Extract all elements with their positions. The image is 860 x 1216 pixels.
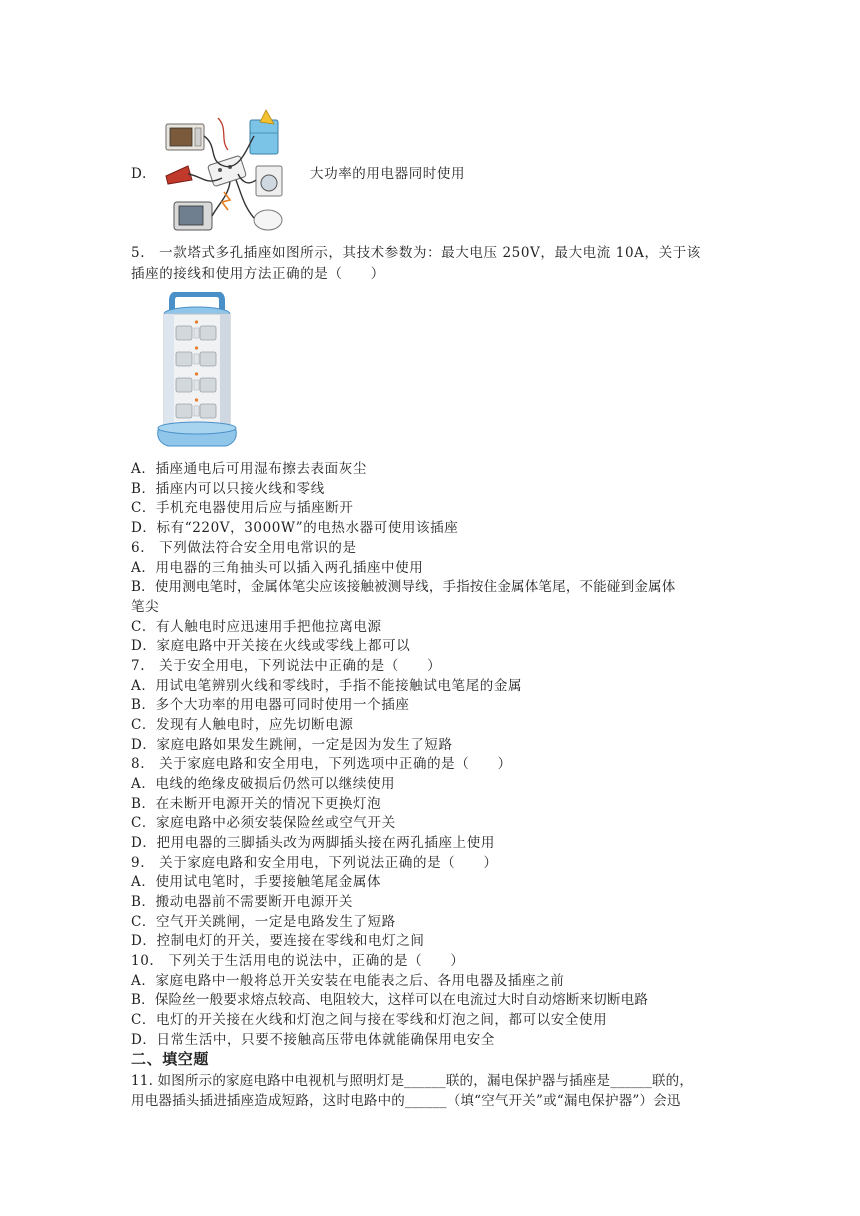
q11-line1: 11. 如图所示的家庭电路中电视机与照明灯是______联的，漏电保护器与插座是______联的， xyxy=(131,1073,694,1089)
q9-option-d: D．控制电灯的开关，要连接在零线和电灯之间 xyxy=(131,933,425,949)
q8-stem: 8. 关于家庭电路和安全用电，下列选项中正确的是（ ） xyxy=(131,756,512,772)
q6-stem: 6. 下列做法符合安全用电常识的是 xyxy=(131,540,357,556)
q9-stem: 9. 关于家庭电路和安全用电，下列说法正确的是（ ） xyxy=(131,855,498,871)
q5-option-a: A．插座通电后可用湿布擦去表面灰尘 xyxy=(131,461,367,477)
q7-option-c: C．发现有人触电时，应先切断电源 xyxy=(131,717,354,733)
q7-option-d: D．家庭电路如果发生跳闸，一定是因为发生了短路 xyxy=(131,737,453,753)
q6-option-c: C．有人触电时应迅速用手把他拉离电源 xyxy=(131,619,382,635)
q8-option-d: D．把用电器的三脚插头改为两脚插头接在两孔插座上使用 xyxy=(131,835,495,851)
q5-option-b: B．插座内可以只接火线和零线 xyxy=(131,481,325,497)
q9-option-c: C．空气开关跳闸，一定是电路发生了短路 xyxy=(131,914,396,930)
many-appliances-illustration xyxy=(158,106,298,236)
q5-stem-line2: 插座的接线和使用方法正确的是（ ） xyxy=(131,266,385,282)
q5-option-c: C．手机充电器使用后应与插座断开 xyxy=(131,500,354,516)
q10-option-b: B．保险丝一般要求熔点较高、电阻较大，这样可以在电流过大时自动熔断来切断电路 xyxy=(131,992,649,1008)
q7-option-a: A．用试电笔辨别火线和零线时，手指不能接触试电笔尾的金属 xyxy=(131,678,523,694)
q6-option-a: A．用电器的三角抽头可以插入两孔插座中使用 xyxy=(131,560,424,576)
tower-socket-illustration xyxy=(148,292,244,452)
q10-option-d: D．日常生活中，只要不接触高压带电体就能确保用电安全 xyxy=(131,1032,495,1048)
q6-option-d: D．家庭电路中开关接在火线或零线上都可以 xyxy=(131,638,411,654)
q8-option-c: C．家庭电路中必须安装保险丝或空气开关 xyxy=(131,815,396,831)
q5-option-d: D．标有“220V，3000W”的电热水器可使用该插座 xyxy=(131,520,459,536)
q4-option-d-letter: D. xyxy=(131,166,147,182)
q9-option-b: B．搬动电器前不需要断开电源开关 xyxy=(131,894,354,910)
q11-line2: 用电器插头插进插座造成短路，这时电路中的______（填“空气开关”或“漏电保护器”）会迅 xyxy=(131,1093,681,1109)
q8-option-b: B．在未断开电源开关的情况下更换灯泡 xyxy=(131,796,382,812)
q7-option-b: B．多个大功率的用电器可同时使用一个插座 xyxy=(131,697,410,713)
q9-option-a: A．使用试电笔时，手要接触笔尾金属体 xyxy=(131,874,382,890)
q8-option-a: A．电线的绝缘皮破损后仍然可以继续使用 xyxy=(131,776,396,792)
q10-option-c: C．电灯的开关接在火线和灯泡之间与接在零线和灯泡之间，都可以安全使用 xyxy=(131,1012,608,1028)
q4-option-d-text: 大功率的用电器同时使用 xyxy=(310,166,466,182)
section-heading-fill-in: 二、填空题 xyxy=(131,1050,210,1068)
q10-option-a: A．家庭电路中一般将总开关安装在电能表之后、各用电器及插座之前 xyxy=(131,973,565,989)
q7-stem: 7. 关于安全用电，下列说法中正确的是（ ） xyxy=(131,658,442,674)
q6-option-b: B．使用测电笔时，金属体笔尖应该接触被测导线，手指按住金属体笔尾，不能碰到金属体 xyxy=(131,579,676,595)
q5-stem-line1: 5. 一款塔式多孔插座如图所示，其技术参数为：最大电压 250V，最大电流 10A，关于该 xyxy=(131,245,701,261)
q10-stem: 10. 下列关于生活用电的说法中，正确的是（ ） xyxy=(131,953,465,969)
q6-option-b-continued: 笔尖 xyxy=(131,599,160,615)
